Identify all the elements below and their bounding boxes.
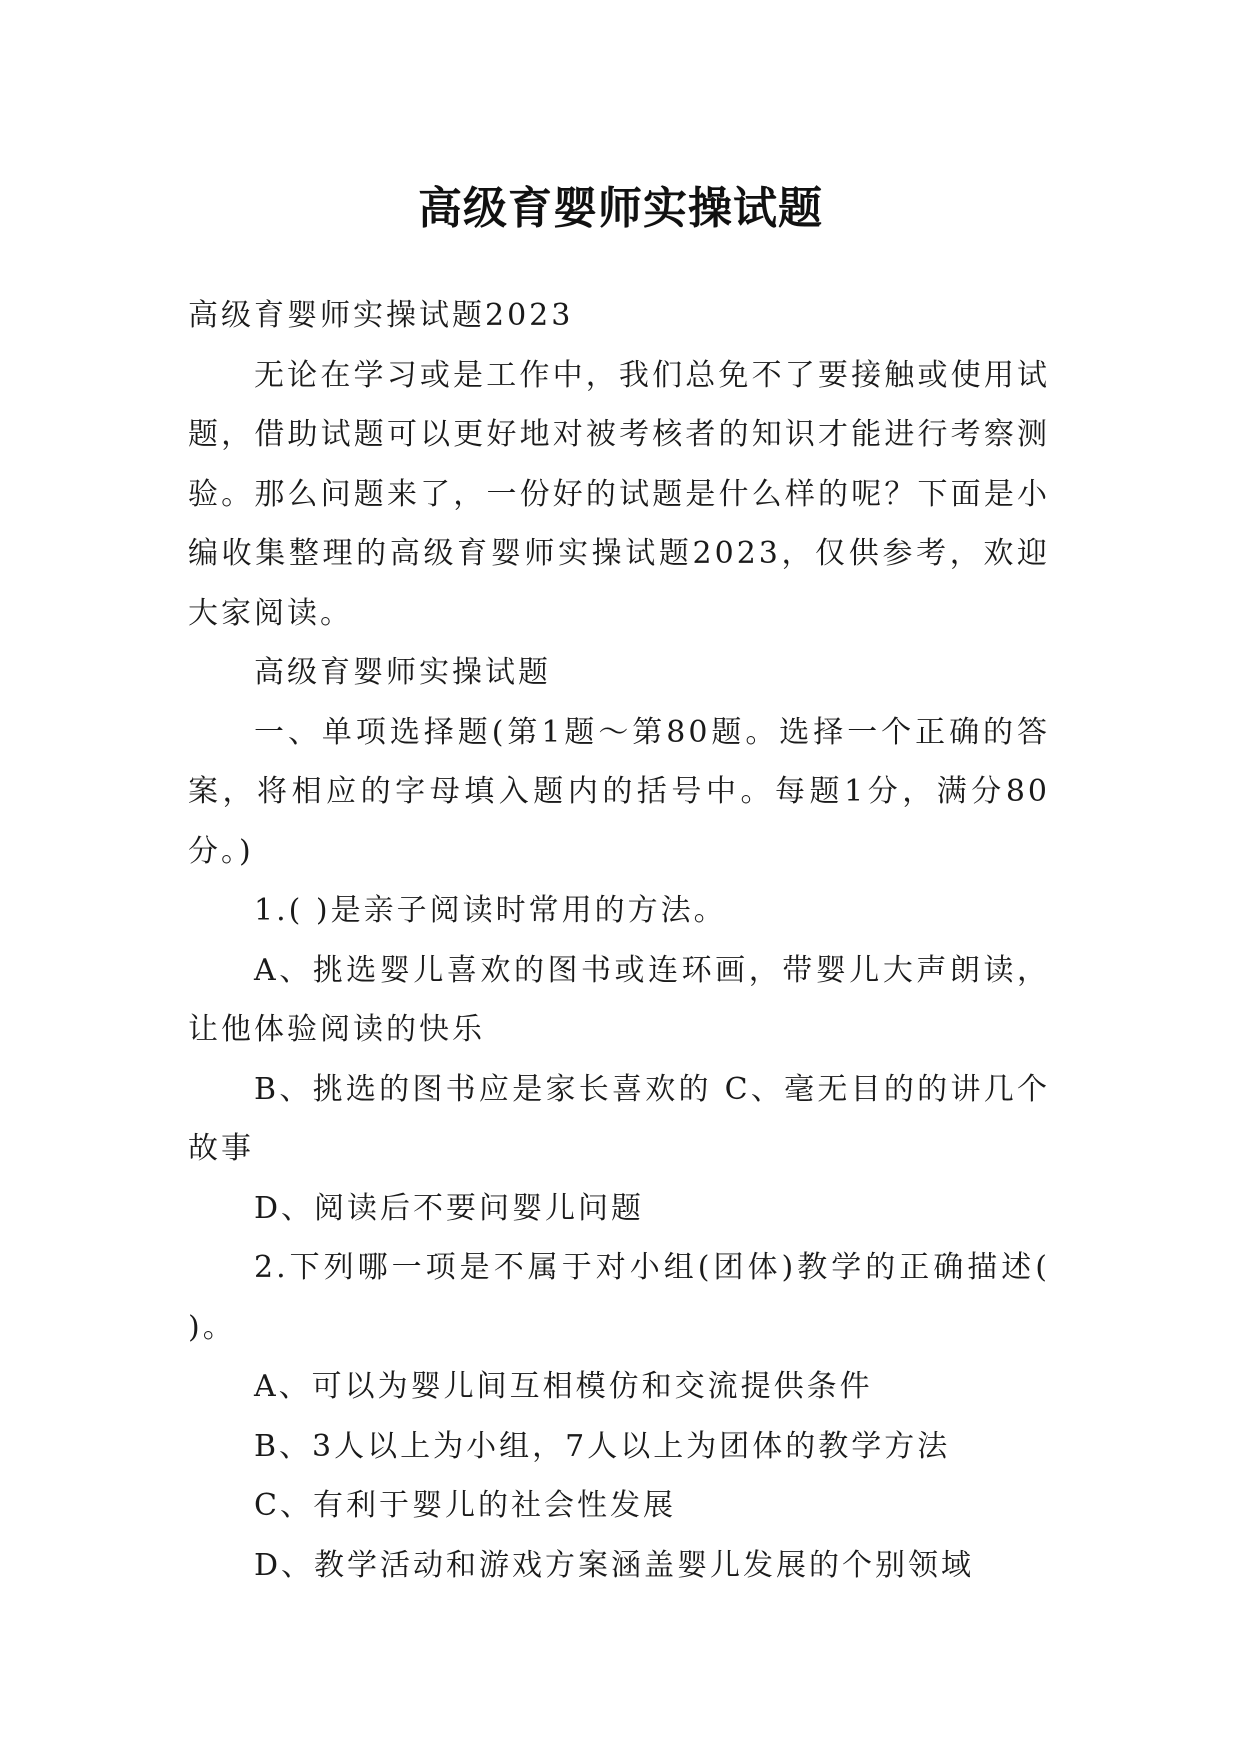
paragraph-intro: 无论在学习或是工作中，我们总免不了要接触或使用试题，借助试题可以更好地对被考核者的知识才能进行考察测验。那么问题来了，一份好的试题是什么样的呢？下面是小编收集整理的高级育婴师实操试题2023，仅供参考，欢迎大家阅读。 bbox=[188, 357, 1050, 631]
question-1-option-b-c: B、挑选的图书应是家长喜欢的 C、毫无目的的讲几个故事 bbox=[188, 1071, 1050, 1166]
question-2-option-d: D、教学活动和游戏方案涵盖婴儿发展的个别领域 bbox=[254, 1547, 975, 1583]
paragraph-part-instructions: 一、单项选择题(第1题～第80题。选择一个正确的答案，将相应的字母填入题内的括号中。每题1分，满分80分。) bbox=[188, 714, 1050, 869]
paragraph-subtitle: 高级育婴师实操试题2023 bbox=[188, 298, 574, 333]
document-title: 高级育婴师实操试题 bbox=[418, 183, 823, 235]
question-2-option-b: B、3人以上为小组，7人以上为团体的教学方法 bbox=[254, 1428, 951, 1464]
question-1-option-a: A、挑选婴儿喜欢的图书或连环画，带婴儿大声朗读，让他体验阅读的快乐 bbox=[188, 952, 1050, 1047]
paragraph-section-heading: 高级育婴师实操试题 bbox=[254, 655, 551, 690]
question-2-option-c: C、有利于婴儿的社会性发展 bbox=[254, 1488, 676, 1523]
document-body bbox=[188, 286, 1050, 1595]
question-1-option-d: D、阅读后不要问婴儿问题 bbox=[254, 1190, 645, 1226]
question-2: 2.下列哪一项是不属于对小组(团体)教学的正确描述( )。 bbox=[188, 1250, 1050, 1345]
question-2-option-a: A、可以为婴儿间互相模仿和交流提供条件 bbox=[254, 1369, 873, 1404]
question-1: 1.( )是亲子阅读时常用的方法。 bbox=[254, 893, 727, 928]
